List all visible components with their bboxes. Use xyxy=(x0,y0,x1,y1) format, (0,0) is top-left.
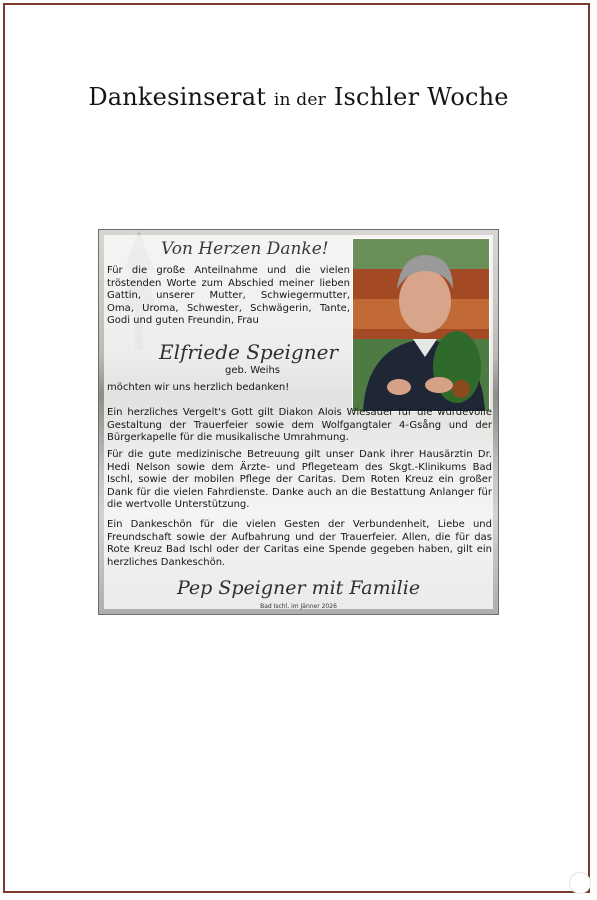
page-corner-marker xyxy=(569,872,591,894)
paragraph-medical-care: Für die gute medizinische Betreuung gilt unser Dank ihrer Hausärztin Dr. Hedi Nelson sowie dem Ärzte- und Pflegeteam des Skgt.-Klinikums Bad Ischl, sowie der mobilen Pflege der Caritas. Dem Roten Kreuz ein großer Dank für die vielen Fahrdienste. Danke auch an die Bestattung Anlanger für die wertvolle Unterstützung. xyxy=(107,449,492,511)
signature: Pep Speigner mit Familie xyxy=(176,577,421,599)
intro-line: Godi und guten Freundin, Frau xyxy=(107,315,259,327)
portrait-photo xyxy=(352,238,490,412)
thanks-line: möchten wir uns herzlich bedanken! xyxy=(107,382,290,393)
paragraph-condolences: Ein Dankeschön für die vielen Gesten der Verbundenheit, Liebe und Freundschaft sowie der Aufbahrung und der Trauerfeier. Allen, die für das Rote Kreuz Bad Ischl oder der Caritas eine Spende gegeben haben, gilt ein herzliches Dankeschön. xyxy=(107,519,492,568)
intro-line: Gattin, unserer Mutter, Schwiegermutter, xyxy=(107,290,350,302)
title-part-1: Dankesinserat xyxy=(88,83,267,111)
thank-you-notice xyxy=(98,229,499,615)
title-part-3: Ischler Woche xyxy=(333,83,509,111)
page-title xyxy=(0,83,597,111)
title-part-2: in der xyxy=(273,90,326,110)
deceased-name: Elfriede Speigner xyxy=(159,340,339,364)
birth-name: geb. Weihs xyxy=(225,365,280,376)
intro-line: Für die große Anteilnahme und die vielen xyxy=(107,265,350,276)
intro-text xyxy=(107,265,350,328)
place-date: Bad Ischl, im Jänner 2026 xyxy=(260,603,337,610)
paragraph-clergy-music: Ein herzliches Vergelt's Gott gilt Diakon Alois Wiesauer für die würdevolle Gestaltung der Trauerfeier sowie dem Wolfgangtaler 4-Gsång und der Bürgerkapelle für die musikalische Umrahmung. xyxy=(107,407,492,444)
intro-line: Oma, Uroma, Schwester, Schwägerin, Tante, xyxy=(107,302,350,314)
greeting-heading: Von Herzen Danke! xyxy=(161,239,329,259)
intro-line: tröstenden Worte zum Abschied meiner lieben xyxy=(107,277,350,289)
